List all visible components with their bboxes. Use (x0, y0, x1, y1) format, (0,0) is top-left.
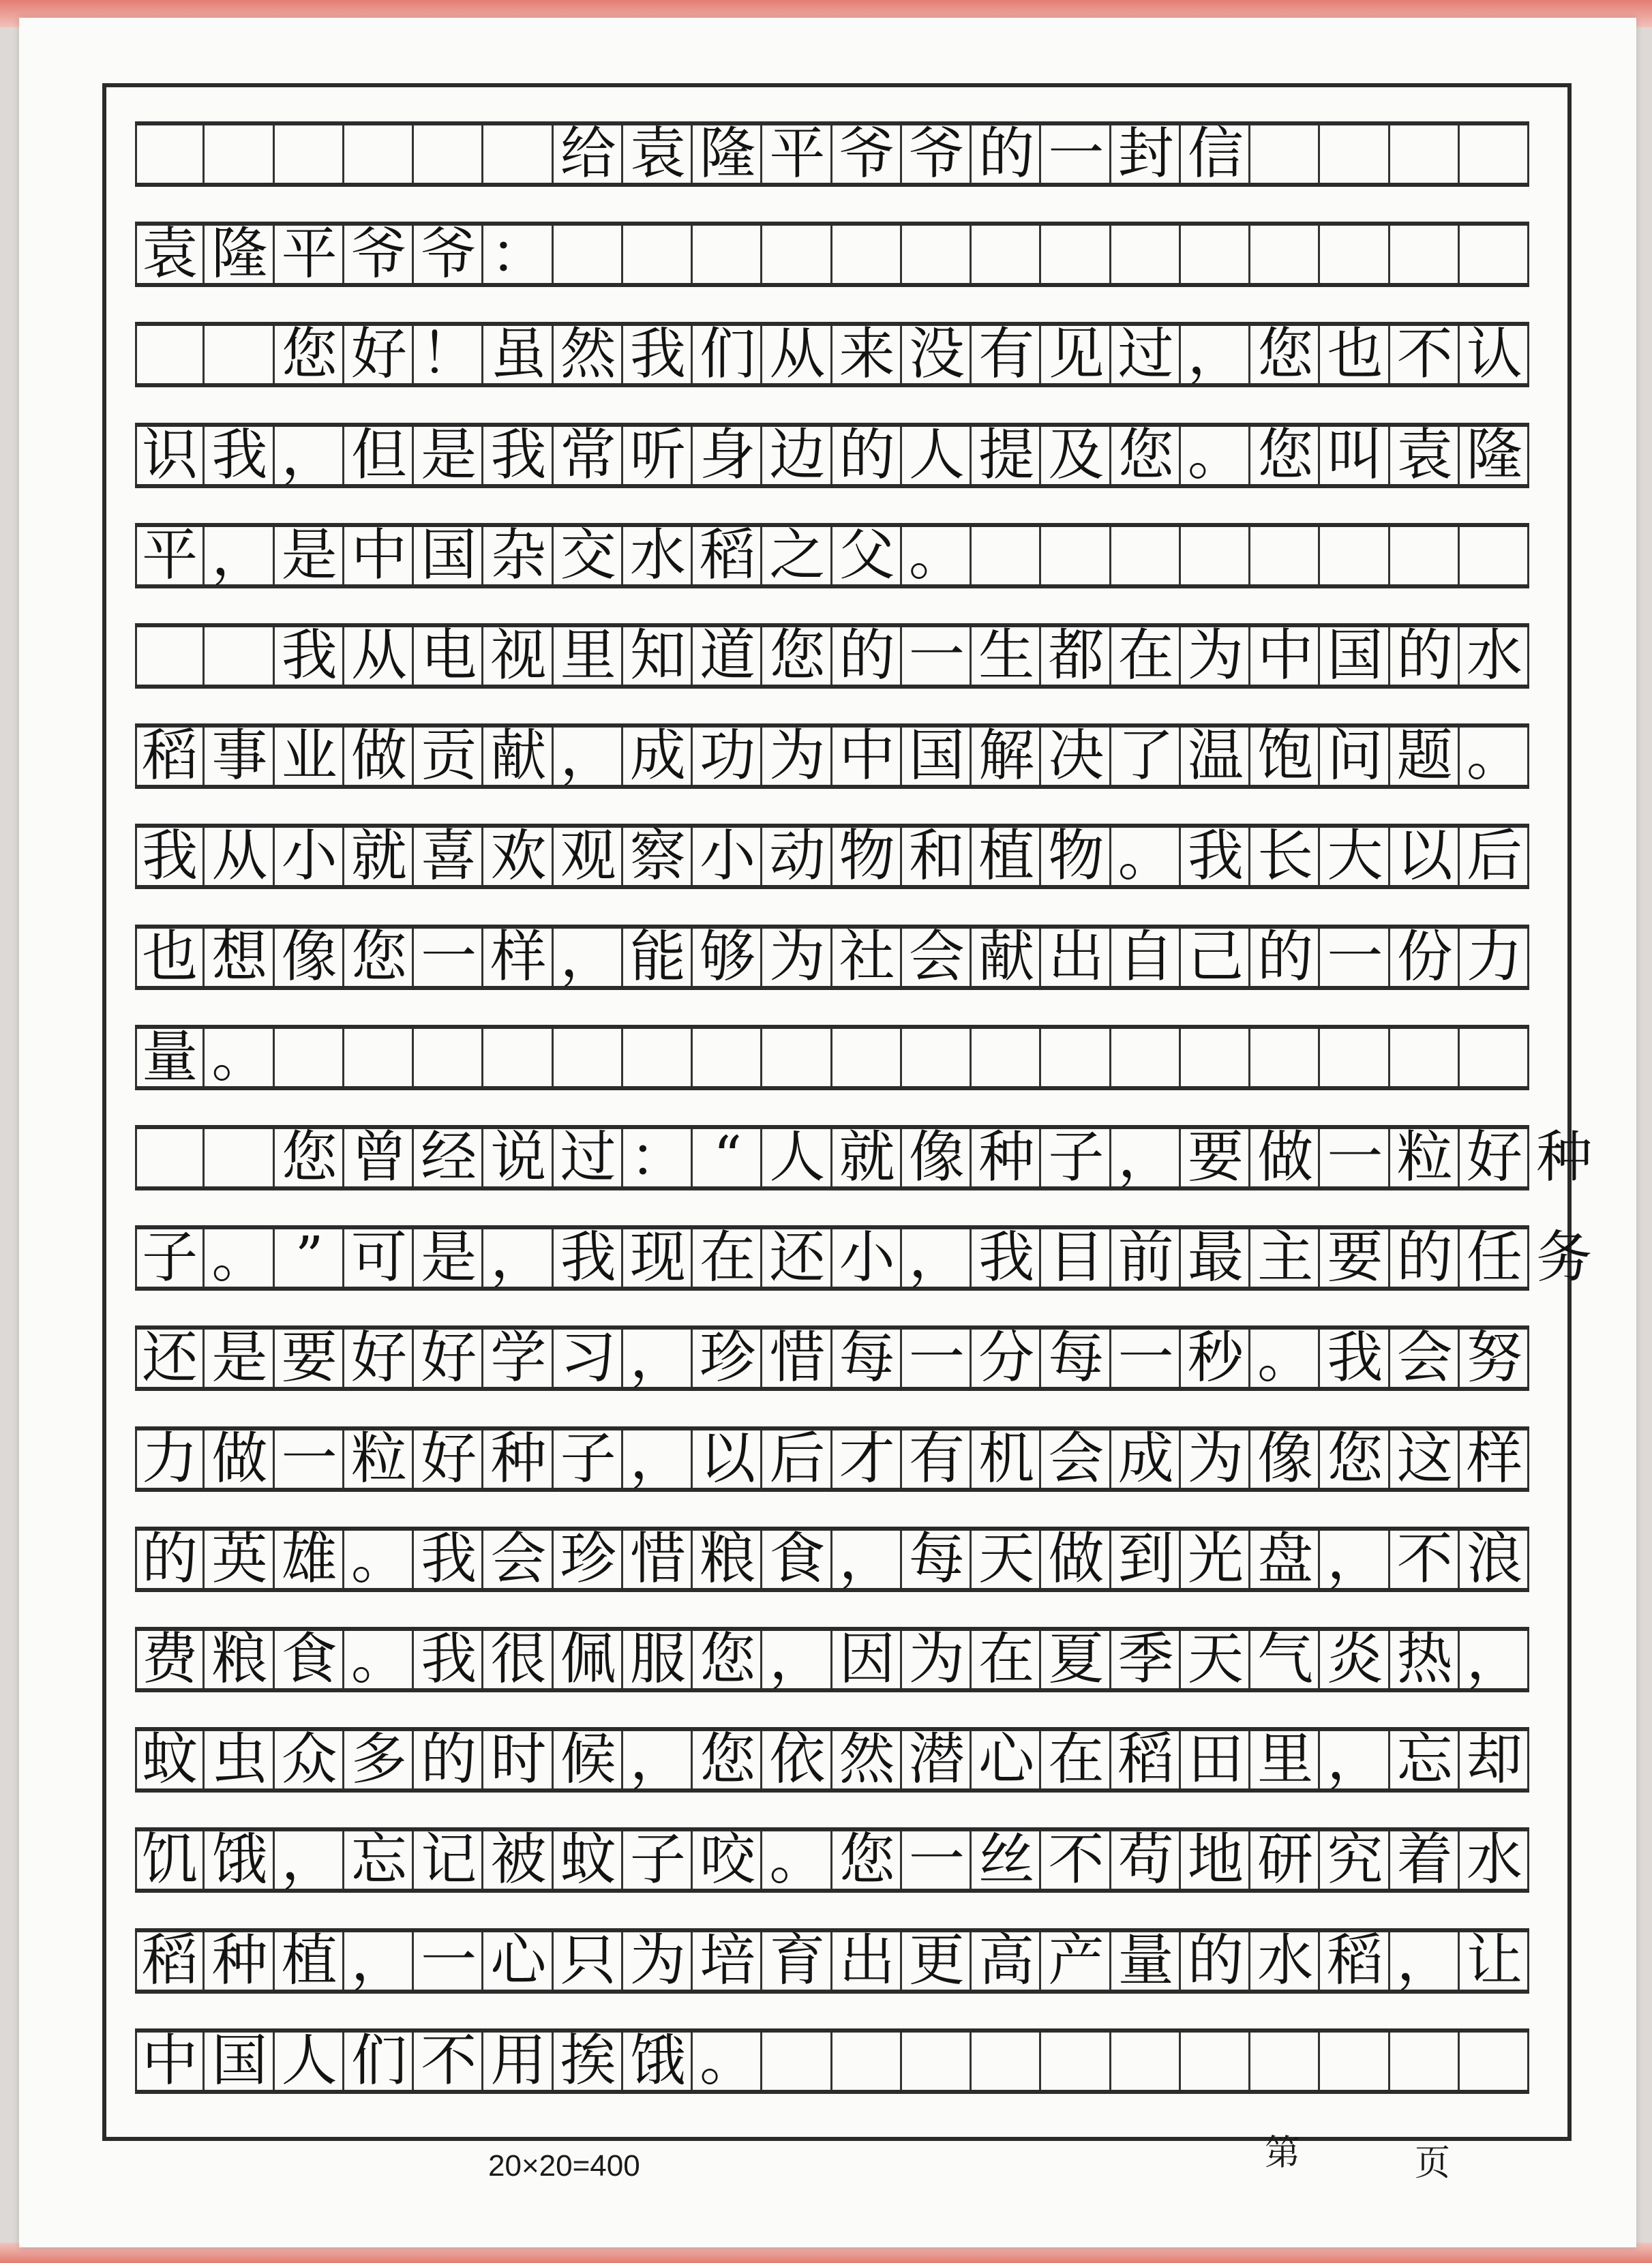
letter-line: 稻 种 植 ， 一 心 只 为 培 育 出 更 高 产 量 的 水 稻 ， 让 (142, 1928, 1522, 1993)
letter-line: 我 从 电 视 里 知 道 您 的 一 生 都 在 为 中 国 的 水 (281, 623, 1522, 688)
letter-line: 力 做 一 粒 好 种 子 ， 以 后 才 有 机 会 成 为 像 您 这 样 (142, 1426, 1522, 1491)
letter-line: 我 从 小 就 喜 欢 观 察 小 动 物 和 植 物 。 我 长 大 以 后 (142, 824, 1522, 889)
letter-line: 量 。 (142, 1024, 268, 1090)
letter-line: 蚊 虫 众 多 的 时 候 ， 您 依 然 潜 心 在 稻 田 里 ， 忘 却 (142, 1727, 1522, 1793)
letter-line: 中 国 人 们 不 用 挨 饿 。 (142, 2028, 756, 2093)
writing-grid (135, 121, 1593, 2123)
grid-spec-label: 20×20=400 (488, 2149, 640, 2183)
letter-line: 费 粮 食 。 我 很 佩 服 您 ， 因 为 在 夏 季 天 气 炎 热 ， (142, 1627, 1522, 1692)
letter-line: 的 英 雄 。 我 会 珍 惜 粮 食 ， 每 天 做 到 光 盘 ， 不 浪 (142, 1526, 1522, 1591)
letter-greeting: 袁 隆 平 爷 爷 ： (142, 222, 547, 287)
letter-line: 识 我 ， 但 是 我 常 听 身 边 的 人 提 及 您 。 您 叫 袁 隆 (142, 422, 1522, 488)
letter-line: 子 。 ” 可 是 ， 我 现 在 还 小 ， 我 目 前 最 主 要 的 任 务 (142, 1225, 1593, 1291)
letter-line: 稻 事 业 做 贡 献 ， 成 功 为 中 国 解 决 了 温 饱 问 题 。 (142, 723, 1522, 789)
letter-title: 给 袁 隆 平 爷 爷 的 一 封 信 (560, 121, 1244, 186)
letter-line: 饥 饿 ， 忘 记 被 蚊 子 咬 。 您 一 丝 不 苟 地 研 究 着 水 (142, 1827, 1522, 1893)
letter-line: 平 ， 是 中 国 杂 交 水 稻 之 父 。 (142, 522, 965, 588)
letter-line: 您 曾 经 说 过 ： “ 人 就 像 种 子 ， 要 做 一 粒 好 种 (281, 1125, 1593, 1190)
page-number-prefix: 第 (1265, 2133, 1301, 2174)
page-number-suffix: 页 (1415, 2143, 1451, 2184)
letter-line: 您 好 ！ 虽 然 我 们 从 来 没 有 见 过 ， 您 也 不 认 (281, 322, 1522, 387)
letter-line: 也 想 像 您 一 样 ， 能 够 为 社 会 献 出 自 己 的 一 份 力 (142, 924, 1522, 989)
letter-line: 还 是 要 好 好 学 习 ， 珍 惜 每 一 分 每 一 秒 。 我 会 努 (142, 1325, 1522, 1391)
